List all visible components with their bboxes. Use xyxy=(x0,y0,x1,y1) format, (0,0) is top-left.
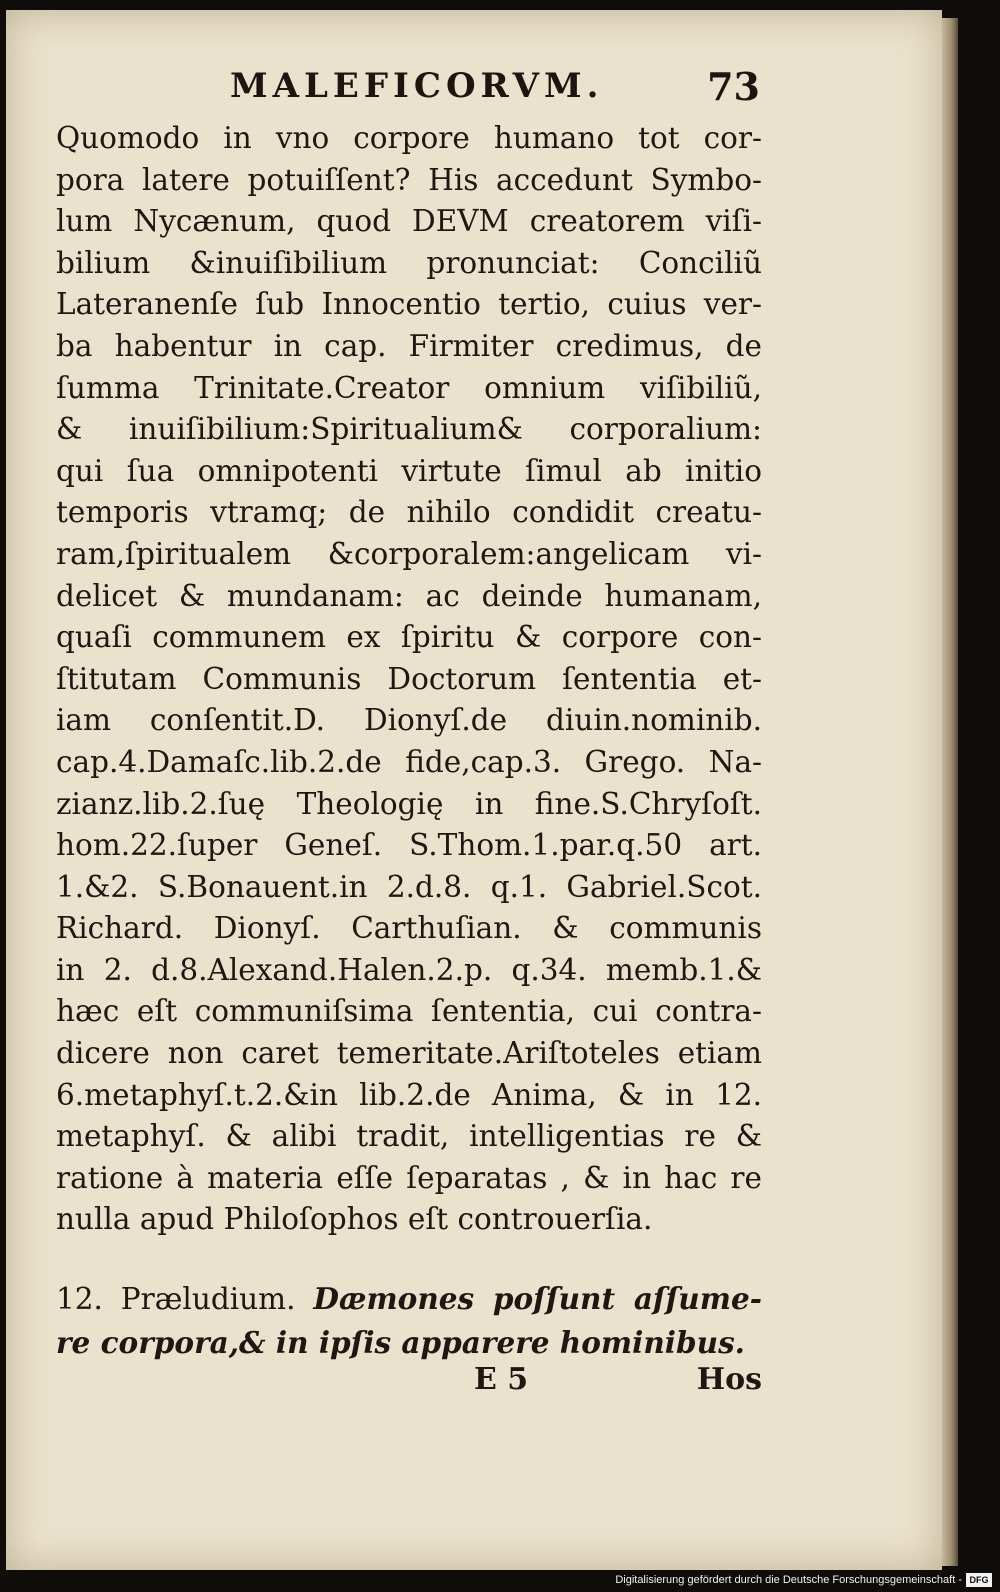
text-line: ſtitutam Communis Doctorum ſententia et- xyxy=(56,661,762,696)
text-line: in 2. d.8.Alexand.Halen.2.p. q.34. memb.1.& xyxy=(56,952,762,987)
page-footer xyxy=(56,1362,762,1406)
prelude-line-1 xyxy=(56,1277,762,1321)
text-line: zianz.lib.2.ſuę Theologię in fine.S.Chryſoſt. xyxy=(56,786,762,821)
text-line: 6.metaphyſ.t.2.&in lib.2.de Anima, & in 12. xyxy=(56,1077,762,1112)
signature-mark: E 5 xyxy=(474,1362,529,1397)
text-line: bilium &inuiſibilium pronunciat: Conciliũ xyxy=(56,245,762,280)
text-line-last: nulla apud Philoſophos eſt controuerſia. xyxy=(56,1202,653,1237)
text-line: metaphyſ. & alibi tradit, intelligentias re & xyxy=(56,1119,762,1154)
text-line: delicet & mundanam: ac deinde humanam, xyxy=(56,578,762,613)
page-header xyxy=(60,60,760,112)
digitization-credit: Digitalisierung gefördert durch die Deutsche Forschungsgemeinschaft - xyxy=(615,1574,962,1586)
prelude-title-part2: re corpora,& in ipſis apparere hominibus. xyxy=(56,1325,745,1360)
text-line: ba habentur in cap. Firmiter credimus, de xyxy=(56,328,762,363)
prelude-title-part1: Dæmones poſſunt aſſume- xyxy=(313,1281,762,1316)
text-line: & inuiſibilium:Spiritualium& corporalium: xyxy=(56,412,762,447)
text-line: Richard. Dionyſ. Carthuſian. & communis xyxy=(56,911,762,946)
prelude-label: 12. Præludium. xyxy=(56,1282,296,1316)
running-head: MALEFICORVM. xyxy=(230,66,604,106)
text-line: cap.4.Damaſc.lib.2.de fide,cap.3. Grego. Na- xyxy=(56,744,762,779)
page-edge xyxy=(942,18,958,1566)
text-line: dicere non caret temeritate.Ariſtoteles etiam xyxy=(56,1036,762,1071)
text-line: Quomodo in vno corpore humano tot cor- xyxy=(56,121,762,155)
prelude-heading xyxy=(56,1277,762,1365)
text-line: hom.22.ſuper Geneſ. S.Thom.1.par.q.50 art. xyxy=(56,828,762,863)
text-line: hæc eſt communiſsima ſententia, cui contra- xyxy=(56,994,762,1029)
body-text xyxy=(56,118,762,1241)
text-line: pora latere potuiſſent? His accedunt Symbo- xyxy=(56,162,762,197)
text-line: lum Nycænum, quod DEVM creatorem viſi- xyxy=(56,204,762,239)
dfg-logo-icon: DFG xyxy=(966,1573,992,1587)
text-line: ſumma Trinitate.Creator omnium viſibiliũ, xyxy=(56,370,762,405)
text-line: ram,ſpiritualem &corporalem:angelicam vi- xyxy=(56,536,762,571)
text-line: quaſi communem ex ſpiritu & corpore con- xyxy=(56,620,762,655)
text-line: ratione à materia eſſe ſeparatas , & in hac re xyxy=(56,1160,762,1195)
page-number: 73 xyxy=(707,64,760,109)
text-line: iam conſentit.D. Dionyſ.de diuin.nominib. xyxy=(56,703,762,738)
text-line: 1.&2. S.Bonauent.in 2.d.8. q.1. Gabriel.Scot. xyxy=(56,869,762,904)
catchword: Hos xyxy=(696,1362,762,1397)
text-line: Lateranenſe ſub Innocentio tertio, cuius ver- xyxy=(56,287,762,322)
text-line: temporis vtramq; de nihilo condidit creatu- xyxy=(56,495,762,530)
text-line: qui ſua omnipotenti virtute ſimul ab initio xyxy=(56,453,762,488)
